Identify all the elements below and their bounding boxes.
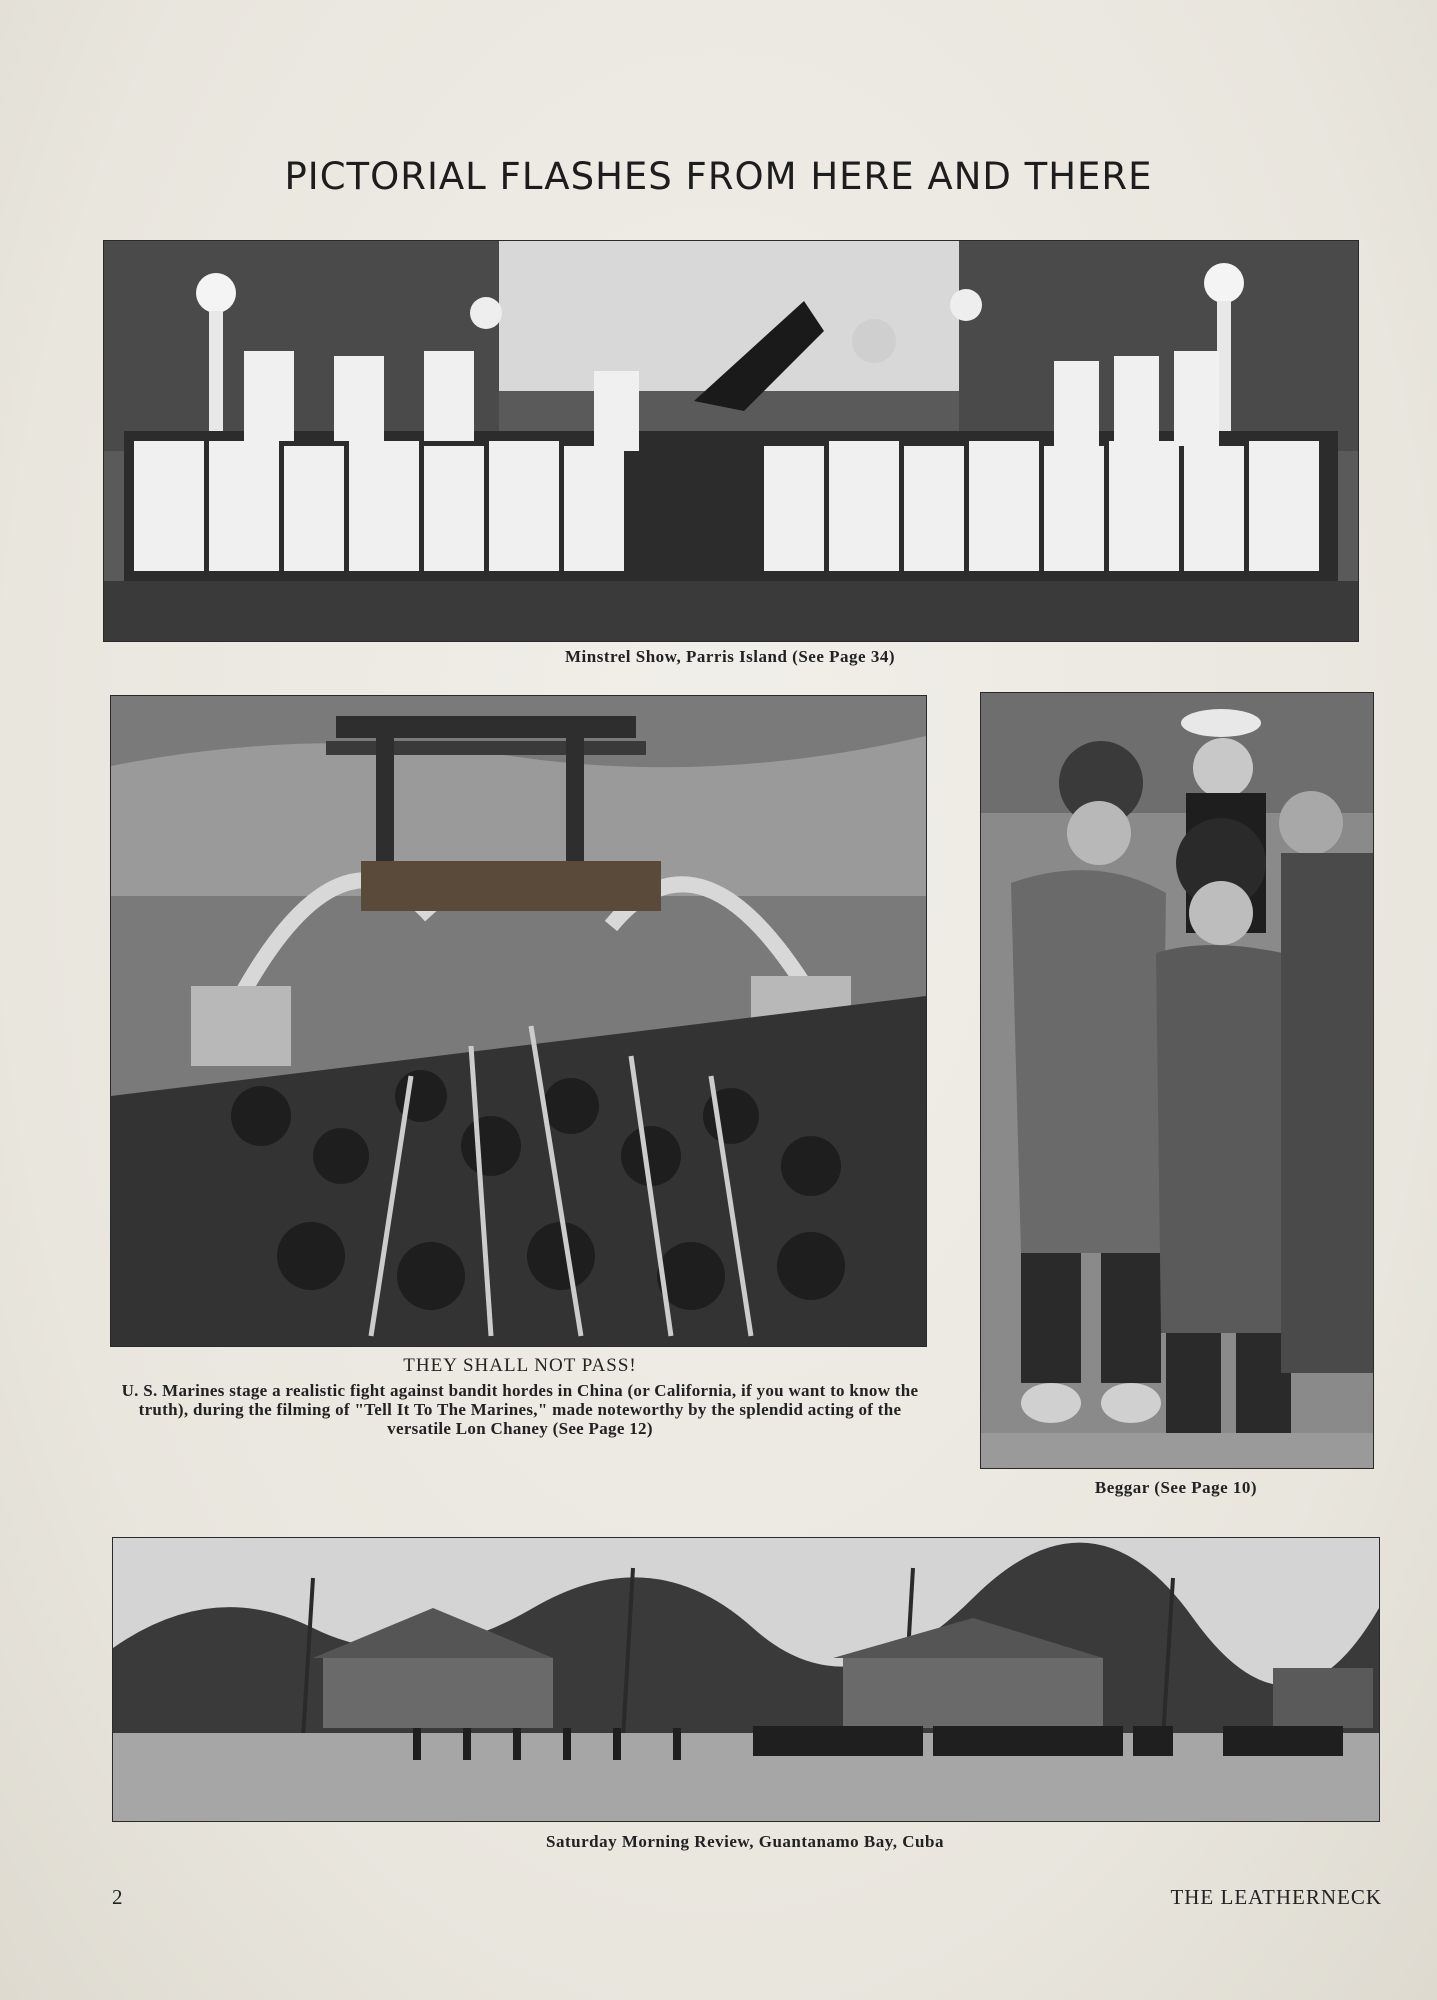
- story-caption: U. S. Marines stage a realistic fight against bandit hordes in China (or California, if you want to know the truth), during the filming of "Tell It To The Marines," made noteworthy by the splendid acting of the versatile Lon Chaney (See Page 12): [121, 1381, 919, 1438]
- minstrel-show-caption: Minstrel Show, Parris Island (See Page 34): [565, 647, 895, 666]
- publication-name: THE LEATHERNECK: [1170, 1885, 1382, 1909]
- beggar-caption: Beggar (See Page 10): [1094, 1478, 1258, 1497]
- beggar-photo: [980, 692, 1374, 1469]
- bridge-battle-story: [120, 1355, 920, 1438]
- page-number: 2: [112, 1885, 123, 1909]
- page-headline: PICTORIAL FLASHES FROM HERE AND THERE: [284, 155, 1153, 198]
- minstrel-show-photo: [103, 240, 1359, 642]
- review-caption: Saturday Morning Review, Guantanamo Bay, Cuba: [546, 1832, 944, 1851]
- review-photo: [112, 1537, 1380, 1822]
- bridge-battle-photo: [110, 695, 927, 1347]
- story-headline: THEY SHALL NOT PASS!: [403, 1355, 637, 1376]
